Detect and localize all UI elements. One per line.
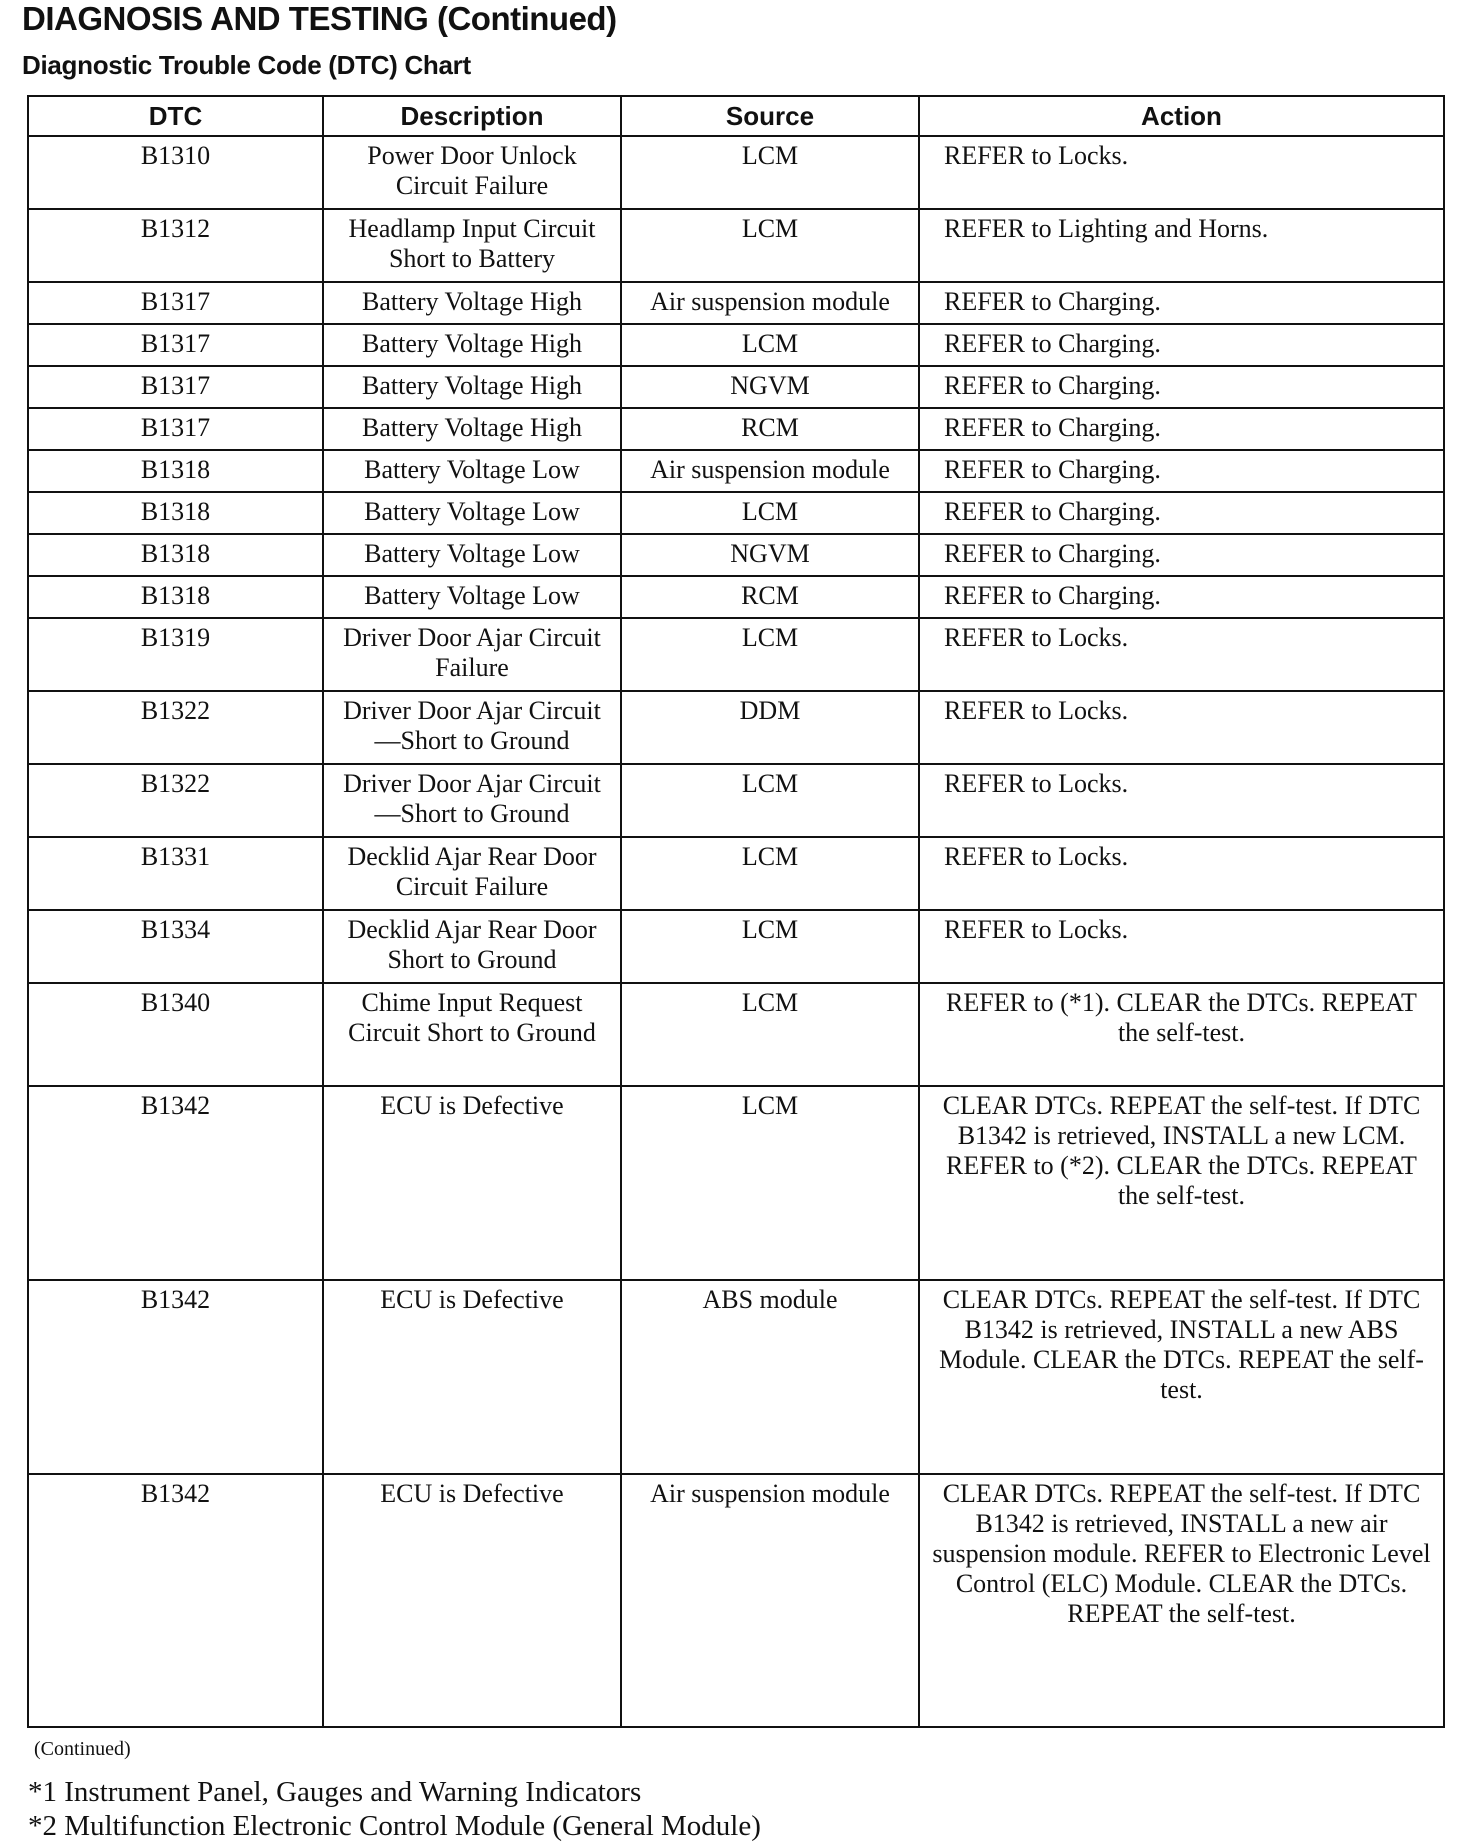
source-cell: RCM: [621, 408, 919, 450]
page-title: DIAGNOSIS AND TESTING (Continued): [22, 0, 617, 37]
table-row: [28, 910, 1444, 983]
source-cell: Air suspension module: [621, 282, 919, 324]
source-cell: LCM: [621, 492, 919, 534]
dtc-cell: B1318: [28, 534, 323, 576]
source-cell: Air suspension module: [621, 450, 919, 492]
column-header-description: Description: [323, 96, 621, 136]
dtc-table: [27, 95, 1445, 1728]
dtc-cell: B1310: [28, 136, 323, 209]
source-cell: RCM: [621, 576, 919, 618]
source-cell: DDM: [621, 691, 919, 764]
source-cell: ABS module: [621, 1280, 919, 1474]
dtc-cell: B1342: [28, 1086, 323, 1280]
table-row: [28, 534, 1444, 576]
dtc-cell: B1318: [28, 450, 323, 492]
source-cell: LCM: [621, 209, 919, 282]
source-cell: LCM: [621, 837, 919, 910]
action-cell: REFER to Charging.: [919, 282, 1444, 324]
table-row: [28, 691, 1444, 764]
table-row: [28, 1280, 1444, 1474]
source-cell: LCM: [621, 618, 919, 691]
dtc-cell: B1318: [28, 492, 323, 534]
action-cell: REFER to Charging.: [919, 324, 1444, 366]
description-cell: Driver Door Ajar Circuit Failure: [323, 618, 621, 691]
table-row: [28, 282, 1444, 324]
column-header-action: Action: [919, 96, 1444, 136]
description-cell: ECU is Defective: [323, 1280, 621, 1474]
dtc-cell: B1317: [28, 366, 323, 408]
dtc-cell: B1342: [28, 1280, 323, 1474]
table-row: [28, 837, 1444, 910]
table-row: [28, 1474, 1444, 1727]
action-cell: REFER to (*1). CLEAR the DTCs. REPEAT the self-test.: [919, 983, 1444, 1086]
action-cell: CLEAR DTCs. REPEAT the self-test. If DTC B1342 is retrieved, INSTALL a new air suspension module. REFER to Electronic Level Control (ELC) Module. CLEAR the DTCs. REPEAT the self-test.: [919, 1474, 1444, 1727]
table-row: [28, 408, 1444, 450]
action-cell: REFER to Locks.: [919, 136, 1444, 209]
action-cell: REFER to Charging.: [919, 576, 1444, 618]
description-cell: Headlamp Input Circuit Short to Battery: [323, 209, 621, 282]
table-row: [28, 366, 1444, 408]
description-cell: Power Door Unlock Circuit Failure: [323, 136, 621, 209]
table-row: [28, 324, 1444, 366]
continued-note: (Continued): [34, 1738, 131, 1760]
description-cell: Battery Voltage Low: [323, 534, 621, 576]
action-cell: REFER to Lighting and Horns.: [919, 209, 1444, 282]
action-cell: REFER to Locks.: [919, 618, 1444, 691]
action-cell: REFER to Charging.: [919, 534, 1444, 576]
dtc-cell: B1322: [28, 691, 323, 764]
description-cell: Battery Voltage High: [323, 366, 621, 408]
table-row: [28, 492, 1444, 534]
description-cell: ECU is Defective: [323, 1474, 621, 1727]
source-cell: NGVM: [621, 366, 919, 408]
footnote-1: *1 Instrument Panel, Gauges and Warning Indicators: [28, 1776, 642, 1808]
source-cell: LCM: [621, 136, 919, 209]
dtc-cell: B1318: [28, 576, 323, 618]
description-cell: Decklid Ajar Rear Door Circuit Failure: [323, 837, 621, 910]
dtc-cell: B1317: [28, 324, 323, 366]
action-cell: REFER to Charging.: [919, 366, 1444, 408]
dtc-cell: B1340: [28, 983, 323, 1086]
column-header-dtc: DTC: [28, 96, 323, 136]
description-cell: ECU is Defective: [323, 1086, 621, 1280]
dtc-cell: B1312: [28, 209, 323, 282]
description-cell: Battery Voltage High: [323, 408, 621, 450]
source-cell: NGVM: [621, 534, 919, 576]
table-row: [28, 618, 1444, 691]
description-cell: Battery Voltage Low: [323, 492, 621, 534]
table-row: [28, 1086, 1444, 1280]
dtc-cell: B1331: [28, 837, 323, 910]
description-cell: Battery Voltage Low: [323, 450, 621, 492]
action-cell: CLEAR DTCs. REPEAT the self-test. If DTC B1342 is retrieved, INSTALL a new LCM. REFER to (*2). CLEAR the DTCs. REPEAT the self-test.: [919, 1086, 1444, 1280]
description-cell: Decklid Ajar Rear Door Short to Ground: [323, 910, 621, 983]
action-cell: REFER to Locks.: [919, 837, 1444, 910]
source-cell: LCM: [621, 1086, 919, 1280]
table-row: [28, 209, 1444, 282]
column-header-source: Source: [621, 96, 919, 136]
chart-title: Diagnostic Trouble Code (DTC) Chart: [22, 50, 471, 80]
dtc-cell: B1322: [28, 764, 323, 837]
dtc-cell: B1334: [28, 910, 323, 983]
dtc-cell: B1317: [28, 408, 323, 450]
description-cell: Driver Door Ajar Circuit—Short to Ground: [323, 691, 621, 764]
description-cell: Battery Voltage Low: [323, 576, 621, 618]
table-header-row: [28, 96, 1444, 136]
action-cell: CLEAR DTCs. REPEAT the self-test. If DTC B1342 is retrieved, INSTALL a new ABS Module. CLEAR the DTCs. REPEAT the self-test.: [919, 1280, 1444, 1474]
footnote-2: *2 Multifunction Electronic Control Module (General Module): [28, 1810, 761, 1842]
action-cell: REFER to Locks.: [919, 764, 1444, 837]
description-cell: Battery Voltage High: [323, 282, 621, 324]
source-cell: LCM: [621, 910, 919, 983]
description-cell: Battery Voltage High: [323, 324, 621, 366]
table-row: [28, 450, 1444, 492]
action-cell: REFER to Charging.: [919, 450, 1444, 492]
table-row: [28, 764, 1444, 837]
source-cell: Air suspension module: [621, 1474, 919, 1727]
action-cell: REFER to Locks.: [919, 691, 1444, 764]
description-cell: Chime Input Request Circuit Short to Ground: [323, 983, 621, 1086]
table-row: [28, 576, 1444, 618]
action-cell: REFER to Charging.: [919, 492, 1444, 534]
table-row: [28, 136, 1444, 209]
table-row: [28, 983, 1444, 1086]
source-cell: LCM: [621, 324, 919, 366]
action-cell: REFER to Locks.: [919, 910, 1444, 983]
dtc-cell: B1317: [28, 282, 323, 324]
description-cell: Driver Door Ajar Circuit—Short to Ground: [323, 764, 621, 837]
dtc-cell: B1342: [28, 1474, 323, 1727]
dtc-cell: B1319: [28, 618, 323, 691]
source-cell: LCM: [621, 764, 919, 837]
action-cell: REFER to Charging.: [919, 408, 1444, 450]
source-cell: LCM: [621, 983, 919, 1086]
